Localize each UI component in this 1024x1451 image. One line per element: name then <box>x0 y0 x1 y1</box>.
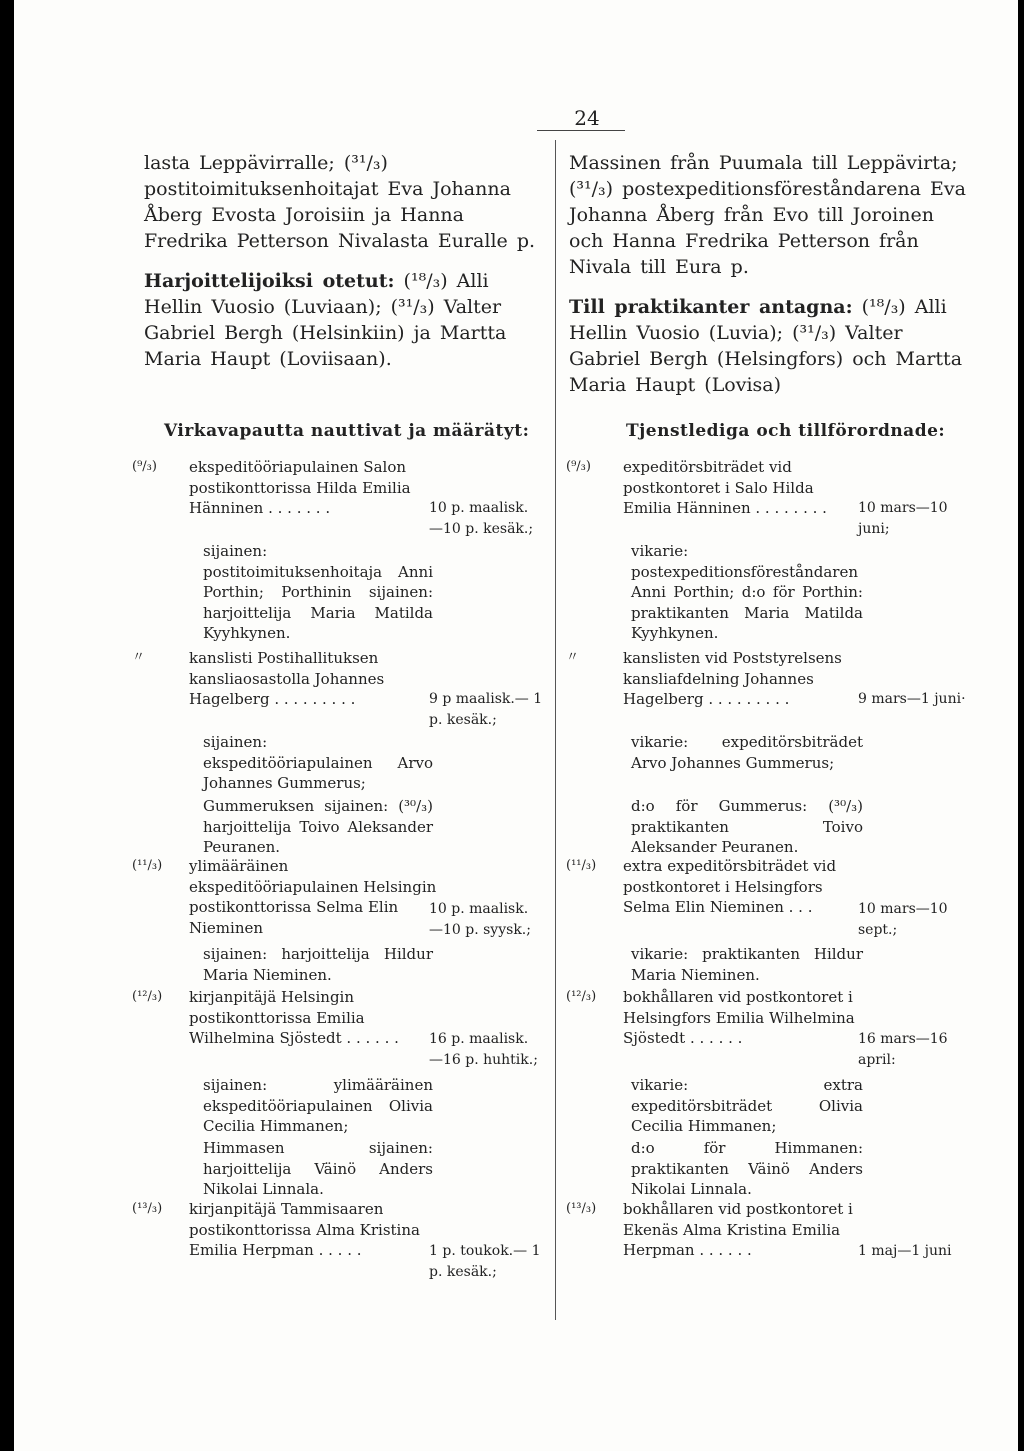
entry-term: 9 p maalisk.— 1 p. kesäk.; <box>429 691 543 728</box>
fi-substitute: Himmasen sijainen: harjoittelija Väinö Anders Nikolai Linnala. <box>203 1139 433 1198</box>
intro-fi-rest: (¹⁸/₃) Alli Hellin Vuosio (Luviaan); (³¹/₃) Valter Gabriel Bergh (Helsinkiin) ja Martta Maria Haupt (Loviisaan). <box>144 270 507 370</box>
entry-text: expeditörsbiträdet vid postkontoret i Salo Hilda Emilia Hänninen . . . . . . . . <box>623 458 827 517</box>
entry-date: (⁹/₃) <box>566 459 591 474</box>
entry-term: 9 mars—1 juni· <box>858 691 966 707</box>
intro-fi-paragraph-2 <box>144 268 544 372</box>
intro-fi-lead: Harjoittelijoiksi otetut: <box>144 270 395 292</box>
entry-text: kanslisti Postihallituksen kansliaosastolla Johannes Hagelberg . . . . . . . . . <box>189 649 385 708</box>
entry-term: 1 maj—1 juni <box>858 1243 952 1259</box>
intro-sv-rest: (¹⁸/₃) Alli Hellin Vuosio (Luvia); (³¹/₃) Valter Gabriel Bergh (Helsingfors) och Martta Maria Haupt (Lovisa) <box>569 296 963 396</box>
fi-substitute: sijainen: harjoittelija Hildur Maria Nieminen. <box>203 945 433 984</box>
entry-text: kirjanpitäjä Helsingin postikonttorissa Emilia Wilhelmina Sjöstedt . . . . . . <box>189 988 399 1047</box>
document-page <box>14 0 1018 1451</box>
sv-substitute: d:o för Gummerus: (³⁰/₃) praktikanten Toivo Aleksander Peuranen. <box>631 797 863 856</box>
intro-sv-paragraph-2 <box>569 294 969 398</box>
entry-term: 1 p. toukok.— 1 p. kesäk.; <box>429 1243 541 1280</box>
entry-term: 16 p. maalisk. —16 p. huhtik.; <box>429 1031 538 1068</box>
sv-substitute: d:o för Himmanen: praktikanten Väinö Anders Nikolai Linnala. <box>631 1139 863 1198</box>
sv-substitute: vikarie: postexpeditionsföreståndaren Anni Porthin; d:o för Porthin: praktikanten Maria Matilda Kyyhkynen. <box>631 542 863 642</box>
sv-substitute: vikarie: expeditörsbiträdet Arvo Johannes Gummerus; <box>631 733 863 772</box>
entry-date: (¹²/₃) <box>566 989 597 1004</box>
entry-date: (¹³/₃) <box>132 1201 163 1216</box>
entry-date: (¹³/₃) <box>566 1201 597 1216</box>
entry-text: kirjanpitäjä Tammisaaren postikonttorissa Alma Kristina Emilia Herpman . . . . . <box>189 1200 420 1259</box>
entry-text: ylimääräinen ekspeditööriapulainen Helsingin postikonttorissa Selma Elin Nieminen <box>189 857 437 937</box>
page-number: 24 <box>574 106 600 130</box>
entry-term: 10 mars—10 juni; <box>858 500 948 537</box>
column-divider <box>555 140 556 1320</box>
entry-date: (¹¹/₃) <box>566 858 597 873</box>
heading-finnish: Virkavapautta nauttivat ja määrätyt: <box>164 421 530 441</box>
entry-date: (¹²/₃) <box>132 989 163 1004</box>
intro-finnish <box>144 150 544 386</box>
entry-text: ekspeditööriapulainen Salon postikonttorissa Hilda Emilia Hänninen . . . . . . . <box>189 458 411 517</box>
entry-term: 10 p. maalisk. —10 p. syysk.; <box>429 901 531 938</box>
entry-date: (¹¹/₃) <box>132 858 163 873</box>
intro-sv-lead: Till praktikanter antagna: <box>569 296 853 318</box>
sv-substitute: vikarie: praktikanten Hildur Maria Nieminen. <box>631 945 863 984</box>
entry-text: bokhållaren vid postkontoret i Ekenäs Alma Kristina Emilia Herpman . . . . . . <box>623 1200 853 1259</box>
entry-text: kanslisten vid Poststyrelsens kansliafdelning Johannes Hagelberg . . . . . . . . . <box>623 649 842 708</box>
sv-substitute: vikarie: extra expeditörsbiträdet Olivia Cecilia Himmanen; <box>631 1076 863 1135</box>
intro-fi-paragraph-1: lasta Leppävirralle; (³¹/₃) postitoimituksenhoitajat Eva Johanna Åberg Evosta Joroisiin ja Hanna Fredrika Petterson Nivalasta Euralle p. <box>144 152 536 252</box>
fi-substitute: sijainen: ekspeditööriapulainen Arvo Johannes Gummerus; <box>203 733 433 792</box>
entry-date: (⁹/₃) <box>132 459 157 474</box>
page-number-rule <box>537 130 625 131</box>
intro-swedish <box>569 150 969 412</box>
entry-term: 10 mars—10 sept.; <box>858 901 948 938</box>
entry-date: 〃 <box>566 650 580 665</box>
entry-date: 〃 <box>132 650 146 665</box>
entry-text: bokhållaren vid postkontoret i Helsingfors Emilia Wilhelmina Sjöstedt . . . . . . <box>623 988 855 1047</box>
heading-swedish: Tjenstlediga och tillförordnade: <box>626 421 946 441</box>
entry-text: extra expeditörsbiträdet vid postkontoret i Helsingfors Selma Elin Nieminen . . . <box>623 857 837 916</box>
entry-term: 16 mars—16 april: <box>858 1031 948 1068</box>
fi-substitute: sijainen: postitoimituksenhoitaja Anni Porthin; Porthinin sijainen: harjoittelija Maria Matilda Kyyhkynen. <box>203 542 433 642</box>
fi-substitute: sijainen: ylimääräinen ekspeditööriapulainen Olivia Cecilia Himmanen; <box>203 1076 433 1135</box>
intro-sv-paragraph-1: Massinen från Puumala till Leppävirta; (³¹/₃) postexpeditionsföreståndarena Eva Johanna Åberg från Evo till Joroinen och Hanna Fredrika Petterson från Nivala till Eura p. <box>569 152 966 278</box>
entry-term: 10 p. maalisk. —10 p. kesäk.; <box>429 500 534 537</box>
fi-substitute: Gummeruksen sijainen: (³⁰/₃) harjoittelija Toivo Aleksander Peuranen. <box>203 797 433 856</box>
